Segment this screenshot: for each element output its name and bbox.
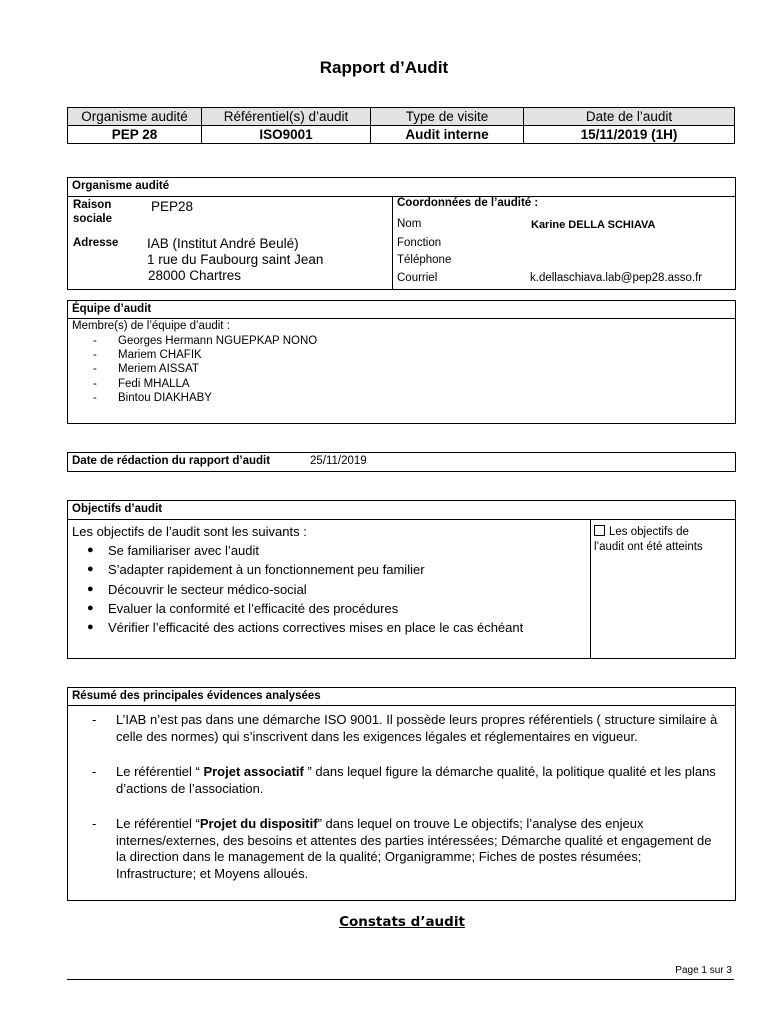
header-referentiel: Référentiel(s) d’audit bbox=[202, 108, 371, 126]
list-item bbox=[68, 599, 588, 618]
dash-bullet: - bbox=[92, 816, 97, 831]
list-item bbox=[68, 348, 735, 362]
objectifs-section-title: Objectifs d’audit bbox=[68, 501, 735, 520]
dash-bullet: - bbox=[93, 377, 97, 390]
header-type-visite: Type de visite bbox=[371, 108, 524, 126]
value-referentiel: ISO9001 bbox=[202, 126, 371, 144]
equipe-intro: Membre(s) de l’équipe d’audit : bbox=[72, 320, 230, 332]
member-name: Meriem AISSAT bbox=[118, 363, 199, 376]
coord-divider bbox=[392, 196, 393, 290]
raison-sociale-label bbox=[73, 198, 112, 226]
list-item bbox=[68, 712, 735, 745]
organisme-section-title: Organisme audité bbox=[68, 178, 735, 197]
telephone-label: Téléphone bbox=[397, 254, 452, 266]
table-header-row bbox=[68, 108, 735, 126]
constats-title: Constats d’audit bbox=[339, 914, 465, 930]
objectif-text: Découvrir le secteur médico-social bbox=[108, 581, 307, 597]
dash-bullet: - bbox=[92, 712, 97, 727]
raison-sociale-label-line2: sociale bbox=[73, 213, 112, 225]
list-item bbox=[68, 580, 588, 599]
page-title: Rapport d’Audit bbox=[319, 58, 449, 77]
courriel-label: Courriel bbox=[397, 272, 438, 284]
table-value-row bbox=[68, 126, 735, 144]
adresse-line-1: IAB (Institut André Beulé) bbox=[147, 236, 299, 251]
member-name: Georges Hermann NGUEPKAP NONO bbox=[118, 335, 318, 347]
resume-text-1: L’IAB n’est pas dans une démarche ISO 9001. Il possède leurs propres référentiels ( structure similaire à celle des normes) qui s’inscrivent dans les exigences légales et réglementaires en vigueur. bbox=[116, 712, 718, 744]
raison-sociale-label-line1: Raison bbox=[73, 199, 112, 211]
objectif-text: Evaluer la conformité et l’efficacité des procédures bbox=[108, 600, 399, 616]
adresse-value bbox=[147, 236, 323, 284]
equipe-section bbox=[67, 300, 736, 424]
header-organisme: Organisme audité bbox=[68, 108, 202, 126]
list-item bbox=[68, 618, 588, 637]
resume-text-3-bold: Projet du dispositif bbox=[199, 816, 318, 831]
resume-text-2-pre: Le référentiel “ bbox=[116, 764, 204, 779]
list-item bbox=[68, 764, 735, 797]
adresse-label: Adresse bbox=[73, 237, 119, 249]
objectifs-atteints-line2: l’audit ont été atteints bbox=[594, 541, 703, 553]
list-item bbox=[68, 334, 735, 348]
list-item bbox=[68, 362, 735, 376]
objectifs-atteints bbox=[594, 525, 703, 555]
redaction-value: 25/11/2019 bbox=[310, 455, 367, 467]
redaction-label: Date de rédaction du rapport d’audit bbox=[72, 455, 271, 467]
dash-bullet: - bbox=[93, 391, 97, 404]
footer-divider bbox=[67, 979, 734, 980]
bullet-icon: ● bbox=[87, 544, 94, 556]
adresse-line-2: 1 rue du Faubourg saint Jean bbox=[147, 252, 324, 267]
objectifs-atteints-line1: Les objectifs de bbox=[609, 526, 689, 538]
nom-label: Nom bbox=[397, 218, 422, 230]
objectifs-list bbox=[68, 541, 588, 637]
value-date-audit: 15/11/2019 (1H) bbox=[524, 126, 735, 144]
value-type-visite: Audit interne bbox=[371, 126, 524, 144]
equipe-members-list bbox=[68, 334, 735, 405]
resume-text-2-post: ” dans lequel figure la démarche qualité, la politique qualité et les plans d’actions de l’association. bbox=[116, 764, 716, 796]
objectifs-section bbox=[67, 500, 736, 659]
dash-bullet: - bbox=[93, 335, 97, 347]
resume-text-3-post: ” dans lequel on trouve Le objectifs; l’analyse des enjeux internes/externes, des besoins et attentes des parties intéressées; Démarche qualité et engagement de la direction dans le management de la qualité; Organigramme; Fiches de postes résumées; Infrastructure; et Moyens alloués. bbox=[116, 816, 712, 881]
bullet-icon: ● bbox=[87, 621, 94, 634]
redaction-section bbox=[67, 452, 736, 472]
objectif-text: Vérifier l’efficacité des actions correctives mises en place le cas échéant bbox=[108, 620, 524, 636]
list-item bbox=[68, 541, 588, 560]
checkbox-icon[interactable] bbox=[594, 525, 605, 536]
objectif-text: S’adapter rapidement à un fonctionnement peu familier bbox=[108, 562, 425, 578]
bullet-icon: ● bbox=[87, 601, 94, 614]
member-name: Mariem CHAFIK bbox=[118, 349, 202, 362]
page-number: Page 1 sur 3 bbox=[675, 965, 732, 976]
resume-text-2-bold: Projet associatif bbox=[203, 764, 304, 779]
bullet-icon: ● bbox=[87, 563, 94, 576]
objectifs-divider bbox=[590, 519, 591, 659]
member-name: Fedi MHALLA bbox=[118, 377, 190, 390]
resume-text-3-pre: Le référentiel “ bbox=[116, 816, 200, 831]
resume-section-title: Résumé des principales évidences analysées bbox=[68, 688, 735, 706]
coord-title: Coordonnées de l’audité : bbox=[397, 197, 539, 209]
audit-summary-table bbox=[67, 107, 735, 144]
dash-bullet: - bbox=[93, 363, 97, 376]
courriel-value: k.dellaschiava.lab@pep28.asso.fr bbox=[530, 272, 703, 284]
resume-section bbox=[67, 687, 736, 901]
list-item bbox=[68, 391, 735, 405]
resume-list bbox=[68, 712, 735, 882]
value-organisme: PEP 28 bbox=[68, 126, 202, 144]
nom-value: Karine DELLA SCHIAVA bbox=[531, 219, 656, 231]
adresse-line-3: 28000 Chartres bbox=[148, 268, 242, 283]
member-name: Bintou DIAKHABY bbox=[118, 391, 212, 404]
raison-sociale-value: PEP28 bbox=[151, 199, 194, 214]
dash-bullet: - bbox=[93, 349, 97, 362]
objectifs-intro: Les objectifs de l’audit sont les suivants : bbox=[72, 524, 307, 539]
fonction-label: Fonction bbox=[397, 237, 442, 249]
equipe-section-title: Équipe d’audit bbox=[68, 301, 735, 319]
header-date-audit: Date de l’audit bbox=[524, 108, 735, 126]
list-item bbox=[68, 560, 588, 579]
objectif-text: Se familiariser avec l’audit bbox=[108, 543, 260, 558]
organisme-section bbox=[67, 177, 736, 290]
bullet-icon: ● bbox=[87, 582, 94, 595]
dash-bullet: - bbox=[92, 764, 97, 779]
list-item bbox=[68, 377, 735, 391]
list-item bbox=[68, 816, 735, 882]
